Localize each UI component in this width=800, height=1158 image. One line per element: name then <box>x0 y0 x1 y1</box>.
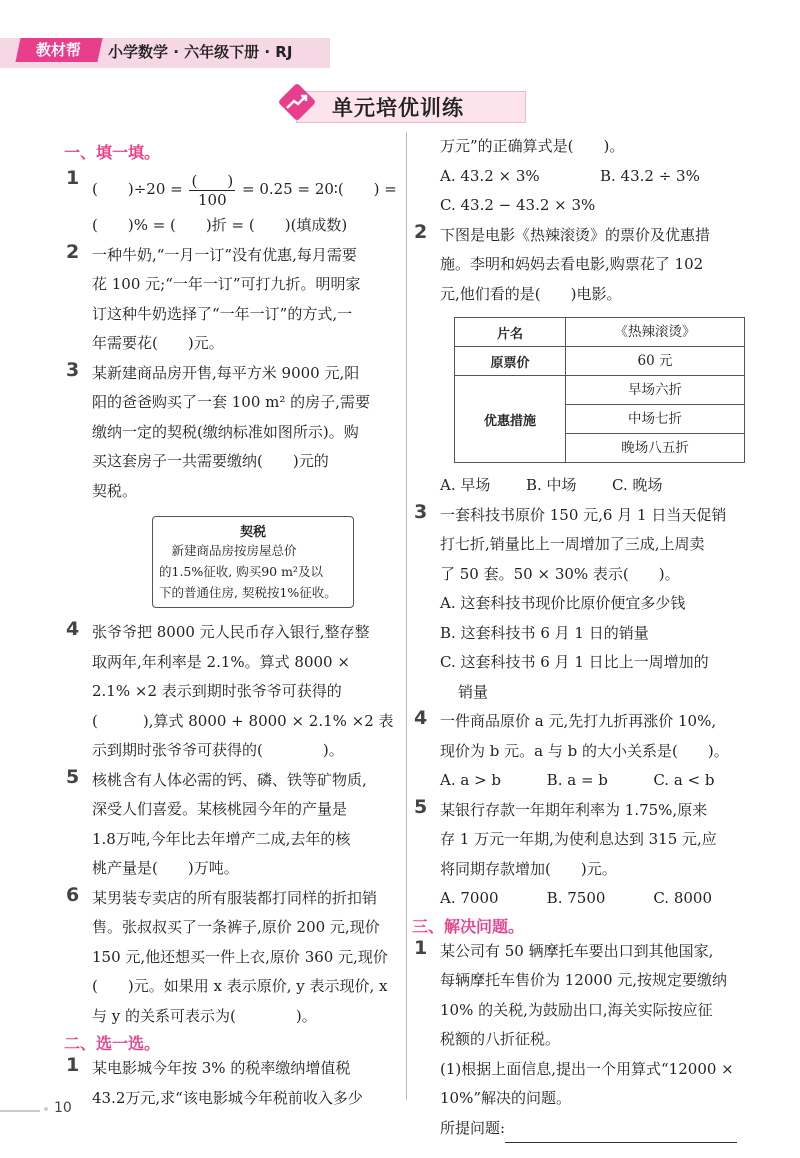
column-divider <box>406 132 407 1100</box>
section-banner <box>280 85 525 123</box>
fraction: $\frac{( )}{100}$ <box>191 171 234 209</box>
footer-dot <box>44 1107 48 1111</box>
fill-q4: 4 张爷爷把 8000 元人民币存入银行,整存整 取两年,年利率是 2.1%。算式 8000 × 2.1% ×2 表示到期时张爷爷可获得的 ( ),算式 8000 + 8000 × 2.1% ×2 表 示到期时张爷爷可获得的( )。 <box>66 618 394 759</box>
fill-q6: 6 某男装专卖店的所有服装都打同样的折扣销 售。张叔叔买了一条裤子,原价 200 元,现价 150 元,他还想买一件上衣,原价 360 元,现价 ( )元。如果用 x 表示原价, y 表示现价, x 与 y 的关系可表示为( )。 <box>66 883 388 1025</box>
section-fill: 一、填一填。 <box>64 143 161 162</box>
choose-q5-options: A. 7000 B. 7500 C. 8000 <box>440 889 712 907</box>
page-number: 10 <box>54 1100 72 1116</box>
choose-q1-cont: 万元”的正确算式是( )。 <box>440 137 625 155</box>
fill-q5: 5 核桃含有人体必需的钙、磷、铁等矿物质, 深受人们喜爱。某核桃园今年的产量是 1.8万吨,今年比去年增产二成,去年的核 桃产量是( )万吨。 <box>66 765 367 877</box>
choose-q4: 4 一件商品原价 a 元,先打九折再涨价 10%, 现价为 b 元。a 与 b 的大小关系是( )。 <box>414 707 729 760</box>
choose-q1-option-c: C. 43.2 − 43.2 × 3% <box>440 196 596 214</box>
footer-line <box>0 1110 40 1112</box>
header-title: 小学数学 · 六年级下册 · RJ <box>108 43 293 61</box>
solve-p1: 1 某公司有 50 辆摩托车要出口到其他国家, 每辆摩托车售价为 12000 元,按规定要缴纳 10% 的关税,为鼓励出口,海关实际按应征 税额的八折征税。 (1)根据上面信息,提出一个用算式“12000 × 10%”解决的问题。 所提问题: <box>420 937 760 1144</box>
choose-q4-options: A. a > b B. a = b C. a < b <box>440 771 715 789</box>
ticket-table: 片名 《热辣滚烫》 原票价 60 元 优惠措施 早场六折 中场七折 晚场八五折 <box>454 317 745 463</box>
fill-q2: 2 一种牛奶,“一月一订”没有优惠,每月需要 花 100 元;“一年一订”可打九折。明明家 订这种牛奶选择了“一年一订”的方式,一 年需要花( )元。 <box>66 240 361 352</box>
choose-q3-option-b: B. 这套科技书 6 月 1 日的销量 <box>440 623 649 642</box>
question-prompt: 所提问题: <box>440 1118 506 1137</box>
header-tag: 教材帮 <box>15 38 102 62</box>
fill-q1: 1 ( )÷20 = $\frac{( )}{100}$ = 0.25 = 20∶( ) = ( )% = ( )折 = ( )(填成数) <box>66 167 397 234</box>
choose-q1-options: A. 43.2 × 3% B. 43.2 ÷ 3% <box>440 166 700 185</box>
choose-q1: 1 某电影城今年按 3% 的税率缴纳增值税 43.2万元,求“该电影城今年税前收入多少 <box>66 1054 363 1107</box>
left-column <box>64 140 402 1113</box>
trend-chart-icon <box>284 91 310 113</box>
banner-title: 单元培优训练 <box>332 96 464 120</box>
choose-q2-options: A. 早场 B. 中场 C. 晚场 <box>440 476 663 494</box>
section-solve: 三、解决问题。 <box>412 916 525 936</box>
choose-q2: 2 下图是电影《热辣滚烫》的票价及优惠措 施。李明和妈妈去看电影,购票花了 102 元,他们看的是( )电影。 <box>414 220 711 303</box>
choose-q3-option-c-cont: 销量 <box>458 682 489 701</box>
choose-q3-option-a: A. 这套科技书现价比原价便宜多少钱 <box>440 594 686 612</box>
section-choose: 二、选一选。 <box>64 1034 161 1053</box>
deed-tax-note: 契税 新建商品房按房屋总价 的1.5%征收, 购买90 m²及以 下的普通住房, 契税按1%征收。 <box>152 516 354 608</box>
answer-line[interactable] <box>505 1124 737 1143</box>
right-column <box>412 132 760 1143</box>
choose-q3: 3 一套科技书原价 150 元,6 月 1 日当天促销 打七折,销量比上一周增加了三成,上周卖 了 50 套。50 × 30% 表示( )。 <box>414 500 727 583</box>
fill-q3: 3 某新建商品房开售,每平方米 9000 元,阳 阳的爸爸购买了一套 100 m² 的房子,需要 缴纳一定的契税(缴纳标准如图所示)。购 买这套房子一共需要缴纳( )元的 契税。 <box>66 358 370 500</box>
choose-q5: 5 某银行存款一年期年利率为 1.75%,原来 存 1 万元一年期,为使利息达到 315 元,应 将同期存款增加( )元。 <box>414 795 717 878</box>
choose-q3-option-c: C. 这套科技书 6 月 1 日比上一周增加的 <box>440 653 709 671</box>
